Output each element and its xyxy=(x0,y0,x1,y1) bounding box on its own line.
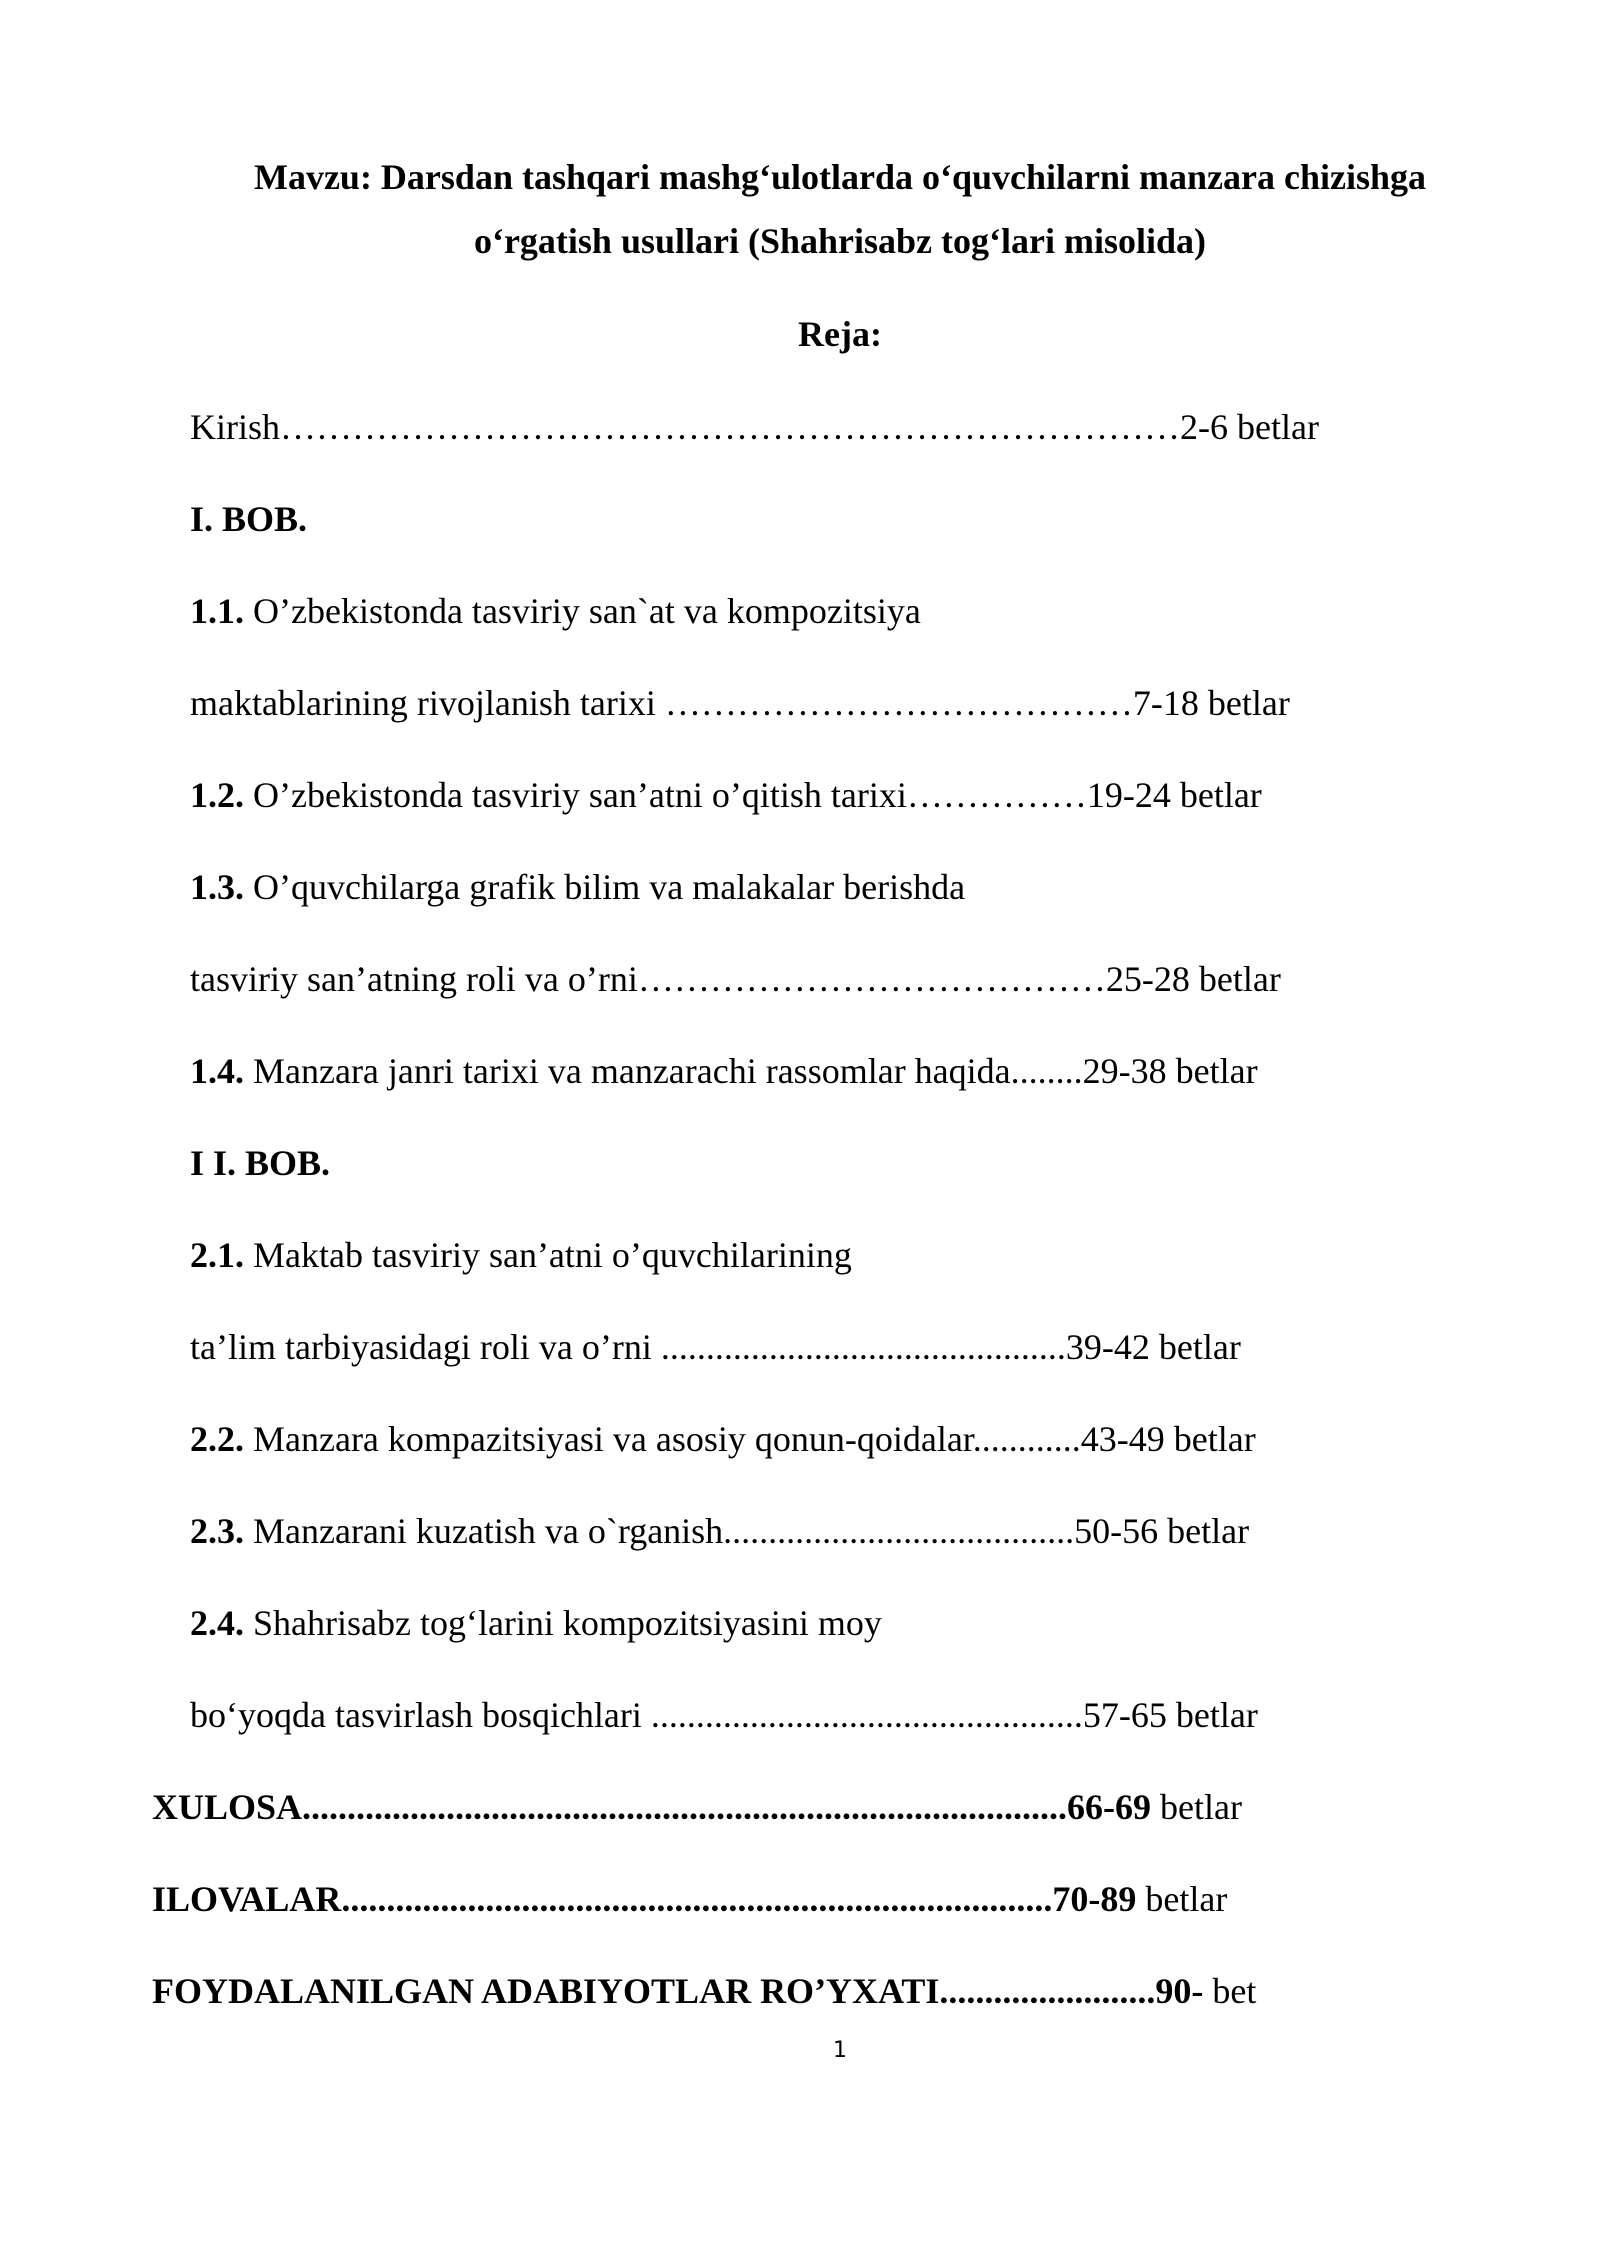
toc-appendices xyxy=(152,1881,1227,1917)
section-title: Manzara kompazitsiyasi va asosiy qonun-qoidalar............43-49 betlar xyxy=(244,1419,1256,1459)
section-title: Manzarani kuzatish va o`rganish.......................................50-56 betlar xyxy=(244,1511,1250,1551)
toc-item-2-3 xyxy=(190,1513,1249,1549)
toc-item-1-1 xyxy=(190,593,921,629)
toc-item-2-2 xyxy=(190,1421,1256,1457)
section-number: 2.3. xyxy=(190,1511,244,1551)
chapter-2-heading xyxy=(190,1145,330,1181)
section-number: 1.3. xyxy=(190,867,244,907)
toc-item-2-1-cont: ta’lim tarbiyasidagi roli va o’rni .............................................39-42 betlar xyxy=(190,1327,1241,1367)
appendices-pages-suffix: betlar xyxy=(1136,1879,1228,1919)
section-title: Shahrisabz tog‘larini kompozitsiyasini moy xyxy=(244,1603,882,1643)
section-number: 2.1. xyxy=(190,1235,244,1275)
toc-conclusion xyxy=(152,1789,1242,1825)
toc-item-1-3 xyxy=(190,869,965,905)
references-label: FOYDALANILGAN ADABIYOTLAR RO’YXATI........................90- xyxy=(152,1971,1204,2011)
toc-item-2-1 xyxy=(190,1237,852,1273)
appendices-label: ILOVALAR...............................................................................70-89 xyxy=(152,1879,1137,1919)
document-title-line-2: o‘rgatish usullari (Shahrisabz tog‘lari misolida) xyxy=(473,221,1207,261)
chapter-1-heading xyxy=(190,501,307,537)
chapter-1-label: I. BOB. xyxy=(190,499,308,539)
toc-item-1-2 xyxy=(190,777,1262,813)
toc-item-2-4-cont: bo‘yoqda tasvirlash bosqichlari ................................................57-65 betlar xyxy=(190,1695,1258,1735)
toc-intro: Kirish…………………………………………………………………2-6 betlar xyxy=(190,407,1319,447)
document-title-line-1: Mavzu: Darsdan tashqari mashg‘ulotlarda o‘quvchilarni manzara chizishga xyxy=(253,157,1427,197)
toc-item-1-3-cont: tasviriy san’atning roli va o’rni…………………………………25-28 betlar xyxy=(190,959,1281,999)
section-title: Manzara janri tarixi va manzarachi rassomlar haqida........29-38 betlar xyxy=(244,1051,1258,1091)
toc-item-2-4 xyxy=(190,1605,882,1641)
section-number: 1.4. xyxy=(190,1051,244,1091)
section-number: 2.2. xyxy=(190,1419,244,1459)
toc-references xyxy=(152,1973,1256,2009)
section-title: Maktab tasviriy san’atni o’quvchilarining xyxy=(244,1235,852,1275)
section-title: O’zbekistonda tasviriy san`at va kompozitsiya xyxy=(244,591,921,631)
section-number: 2.4. xyxy=(190,1603,244,1643)
plan-heading: Reja: xyxy=(798,314,882,354)
toc-item-1-1-cont: maktablarining rivojlanish tarixi …………………………………7-18 betlar xyxy=(190,683,1290,723)
toc-item-1-4 xyxy=(190,1053,1258,1089)
section-title: O’quvchilarga grafik bilim va malakalar berishda xyxy=(244,867,966,907)
conclusion-pages-suffix: betlar xyxy=(1151,1787,1242,1827)
references-pages-suffix: bet xyxy=(1203,1971,1257,2011)
conclusion-label: XULOSA.....................................................................................66-69 xyxy=(152,1787,1152,1827)
section-title: O’zbekistonda tasviriy san’atni o’qitish tarixi……………19-24 betlar xyxy=(244,775,1262,815)
chapter-2-label: I I. BOB. xyxy=(190,1143,331,1183)
section-number: 1.1. xyxy=(190,591,244,631)
page-number: 1 xyxy=(833,2038,847,2063)
section-number: 1.2. xyxy=(190,775,244,815)
